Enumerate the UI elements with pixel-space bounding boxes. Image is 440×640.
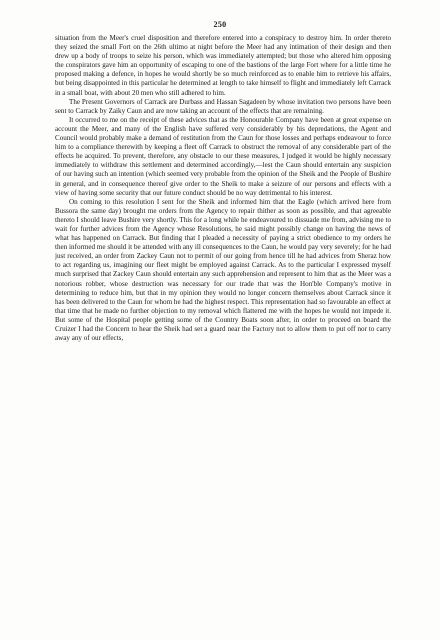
paragraph-2: The Present Governors of Carrack are Durbass and Hassan Sagadeen by whose invitation two persons have been sent to Carrack by Zaiky Caun and are now taking an account of the effects that are remaining.	[55, 97, 391, 115]
page-number: 250	[213, 20, 227, 29]
paragraph-3: It occurred to me on the receipt of these advices that as the Honourable Company have been at great expense on account the Meer, and many of the English have suffered very considerably by his depredations, the Agent and Council would probably make a demand of restitution from the Caun for those losses and perhaps endeavour to force him to a compliance therewith by keeping a fleet off Carrack to obstruct the removal of any considerable part of the effects he acquired. To prevent, therefore, any obstacle to our these measures, I judged it would be highly necessary immediately to withdraw this settlement and determined accordingly,—lest the Caun should entertain any suspicion of our having such an intention (which seemed very probable from the opinion of the Sheik and the People of Bushire in general, and in consequence thereof give order to the Sheik to make a seizure of our persons and effects with a view of having some security that our future conduct should be no way detrimental to his interest.	[55, 115, 391, 197]
paragraph-1: situation from the Meer's cruel disposition and therefore entered into a conspiracy to destroy him. In order thereto they seized the small Fort on the 26th ultimo at night before the Meer had any intimation of their design and then drew up a body of troops to seize his person, which was immediately attempted; but those who altered him opposing the conspirators gave him an opportunity of escaping to one of the bastions of the large Fort where for a little time he proposed making a defence, in hopes he would shortly be so much reinforced as to enable him to retrieve his affairs, but being disappointed in this particular he determined at length to take himself to flight and immediately left Carrack in a small boat, with about 20 men who still adhered to him.	[55, 34, 391, 97]
document-body	[55, 34, 391, 628]
paragraph-4: On coming to this resolution I sent for the Sheik and informed him that the Eagle (which arrived here from Bussora the same day) brought me orders from the Agency to repair thither as soon as possible, and that agreeable thereto I should leave Bushire very shortly. This for a long while he endeavoured to dissuade me from, advising me to wait for further advices from the Agency whose Resolutions, he said might possibly change on having the news of what has happened on Carrack. But finding that I pleaded a necessity of paying a strict obedience to my orders he then informed me should it be attended with any ill consequences to the Caun, he would pay very severely; for he had just received, an order from Zackey Caun not to permit of our going from hence till he had advices from Sheraz how to act regarding us, imagining our fleet might be employed against Carrack. As to the particular I expressed myself much surprised that Zackey Caun should entertain any such apprehension and represent to him that as the Meer was a notorious robber, whose destruction was necessary for our trade that was the Hon'ble Company's motive in determining to reduce him, but that in my opinion they would no longer concern themselves about Carrack since it has been delivered to the Caun for whom he had the highest respect. This representation had so favourable an effect at that time that he made no further objection to my removal which flattered me with the hopes he would not impede it. But some of the Hospital people getting some of the Country Boats soon after, in order to proceed on board the Cruizer I had the Concern to hear the Sheik had set a guard near the Factory not to allow them to put off nor to carry away any of our effects,	[55, 197, 391, 343]
